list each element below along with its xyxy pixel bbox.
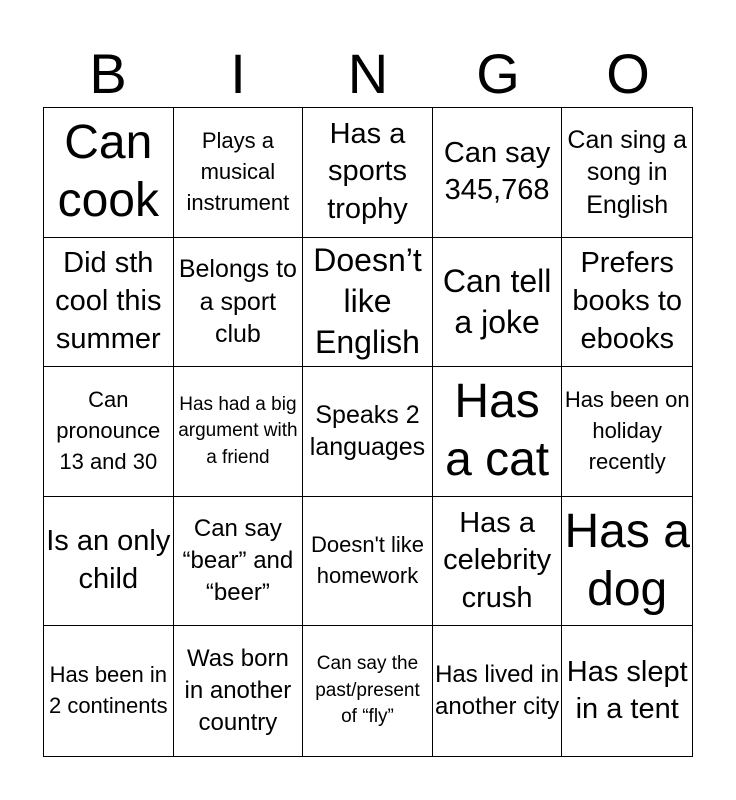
cell-text: Has lived in another city — [435, 661, 560, 721]
cell-text: Has been in 2 continents — [48, 662, 168, 719]
cell-text: Did sth cool this summer — [55, 247, 162, 355]
cell-text: Has a cat — [445, 374, 550, 487]
cell-text: Can say 345,768 — [443, 136, 551, 207]
bingo-cell[interactable] — [303, 238, 433, 368]
bingo-cell[interactable] — [562, 626, 692, 756]
cell-text: Has a sports trophy — [327, 117, 408, 226]
cell-text: Has a dog — [564, 504, 690, 617]
bingo-cell[interactable] — [44, 238, 174, 368]
cell-text: Can tell a joke — [442, 262, 552, 340]
cell-text: Speaks 2 languages — [309, 400, 426, 462]
cell-text: Is an only child — [46, 525, 171, 596]
header-letter-n: N — [347, 42, 389, 105]
bingo-cell[interactable] — [303, 626, 433, 756]
header-letter-i: I — [230, 42, 246, 105]
cell-text: Can say the past/present of “fly” — [315, 653, 420, 728]
cell-text: Plays a musical instrument — [186, 128, 290, 215]
bingo-cell[interactable] — [433, 626, 563, 756]
bingo-cell[interactable] — [174, 367, 304, 497]
cell-text: Prefers books to ebooks — [572, 247, 683, 355]
bingo-cell[interactable] — [433, 497, 563, 627]
cell-text: Has had a big argument with a friend — [178, 393, 298, 468]
cell-text: Can pronounce 13 and 30 — [56, 387, 161, 474]
bingo-cell[interactable] — [44, 367, 174, 497]
bingo-cell[interactable] — [44, 626, 174, 756]
bingo-cell[interactable] — [433, 238, 563, 368]
bingo-cell[interactable] — [44, 108, 174, 238]
cell-text: Belongs to a sport club — [178, 255, 297, 349]
cell-text: Can say “bear” and “beer” — [182, 515, 294, 607]
bingo-header — [43, 40, 693, 108]
bingo-cell[interactable] — [174, 626, 304, 756]
cell-text: Has a celebrity crush — [443, 506, 552, 614]
cell-text: Can cook — [57, 115, 159, 228]
header-letter-b: B — [89, 42, 127, 105]
cell-text: Has slept in a tent — [566, 655, 688, 726]
bingo-cell[interactable] — [433, 367, 563, 497]
header-letter-g: G — [476, 42, 520, 105]
bingo-cell[interactable] — [303, 367, 433, 497]
bingo-board — [43, 107, 693, 757]
cell-text: Doesn’t like English — [313, 242, 422, 361]
bingo-cell[interactable] — [562, 497, 692, 627]
bingo-cell[interactable] — [433, 108, 563, 238]
cell-text: Can sing a song in English — [567, 125, 687, 219]
bingo-cell[interactable] — [174, 108, 304, 238]
bingo-cell[interactable] — [174, 497, 304, 627]
cell-text: Was born in another country — [184, 645, 292, 737]
bingo-cell[interactable] — [44, 497, 174, 627]
bingo-cell[interactable] — [562, 108, 692, 238]
bingo-cell[interactable] — [303, 108, 433, 238]
bingo-cell[interactable] — [303, 497, 433, 627]
bingo-cell[interactable] — [562, 238, 692, 368]
header-letter-o: O — [606, 42, 650, 105]
cell-text: Has been on holiday recently — [564, 387, 690, 474]
cell-text: Doesn't like homework — [310, 532, 424, 589]
bingo-cell[interactable] — [174, 238, 304, 368]
bingo-cell[interactable] — [562, 367, 692, 497]
